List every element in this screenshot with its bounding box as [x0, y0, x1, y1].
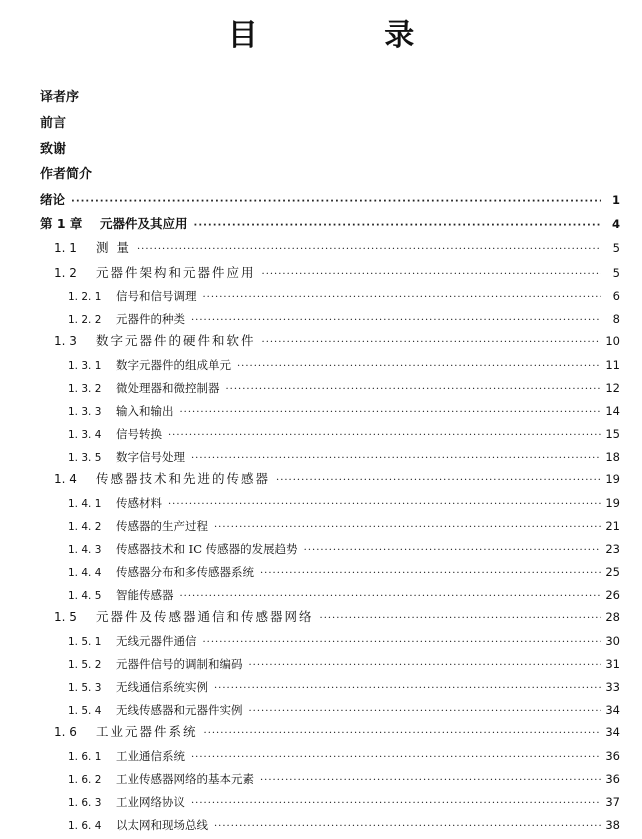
toc-entry-label: 元器件架构和元器件应用 — [96, 265, 256, 280]
toc-entry-number: 1. 4. 4 — [68, 567, 102, 579]
toc-entry-label: 传感器的生产过程 — [116, 519, 208, 533]
toc-entry-page: 33 — [605, 680, 620, 694]
toc-leader-dots — [168, 428, 601, 444]
toc-entry-number: 1. 6. 3 — [68, 797, 102, 809]
toc-leader-dots — [203, 635, 602, 651]
toc-leader-dots — [194, 218, 601, 234]
toc-entry-page: 25 — [605, 565, 620, 579]
toc-entry-page: 14 — [605, 404, 620, 418]
toc-entry-label: 传感器技术和 IC 传感器的发展趋势 — [116, 542, 298, 556]
toc-entry-label: 工业元器件系统 — [96, 724, 198, 739]
toc-entry-number: 1. 3. 1 — [68, 360, 102, 372]
toc-entry-page: 30 — [605, 634, 620, 648]
toc-front-translator-preface: 译者序 — [40, 90, 80, 105]
toc-entry-1-3-4 — [68, 426, 620, 444]
toc-entry-page: 31 — [605, 657, 620, 671]
toc-entry-label: 数字信号处理 — [116, 450, 185, 464]
toc-leader-dots — [237, 359, 601, 375]
toc-entry-number: 1. 2. 2 — [68, 314, 102, 326]
toc-entry-page: 36 — [605, 772, 620, 786]
toc-entry-page: 5 — [612, 266, 620, 280]
toc-entry-page: 21 — [605, 519, 620, 533]
toc-entry-page: 8 — [612, 312, 620, 326]
toc-entry-1-4-2 — [68, 518, 620, 536]
toc-entry-number: 1. 6. 2 — [68, 774, 102, 786]
toc-front-about-authors: 作者简介 — [40, 167, 93, 182]
toc-entry-1-6-2 — [68, 771, 620, 789]
toc-entry-1-6-3 — [68, 794, 620, 812]
toc-entry-page: 38 — [605, 818, 620, 832]
toc-entry-label: 无线元器件通信 — [116, 634, 197, 648]
toc-entry-number: 1. 4. 5 — [68, 590, 102, 602]
toc-entry-chapter-1 — [40, 216, 620, 234]
toc-entry-number: 1. 3 — [54, 334, 77, 348]
toc-entry-label: 元器件的种类 — [116, 312, 185, 326]
toc-entry-1-6-4 — [68, 817, 620, 835]
toc-entry-number: 1. 6. 1 — [68, 751, 102, 763]
toc-entry-number: 1. 3. 5 — [68, 452, 102, 464]
toc-leader-dots — [191, 796, 601, 812]
toc-entry-1-3-3 — [68, 403, 620, 421]
toc-entry-label: 元器件信号的调制和编码 — [116, 657, 243, 671]
toc-entry-label: 无线通信系统实例 — [116, 680, 208, 694]
toc-entry-page: 4 — [611, 217, 620, 231]
toc-entry-1-5-2 — [68, 656, 620, 674]
toc-entry-label: 数字元器件的硬件和软件 — [96, 333, 256, 348]
toc-entry-label: 工业传感器网络的基本元素 — [116, 772, 254, 786]
toc-entry-page: 1 — [611, 193, 620, 207]
toc-entry-label: 以太网和现场总线 — [116, 818, 208, 832]
toc-leader-dots — [180, 405, 602, 421]
toc-entry-number: 1. 1 — [54, 241, 77, 255]
toc-entry-1-5-3 — [68, 679, 620, 697]
page-title: 目 录 — [227, 18, 473, 53]
toc-leader-dots — [214, 819, 601, 835]
toc-entry-1-4-3 — [68, 541, 620, 559]
toc-entry-1-6-1 — [68, 748, 620, 766]
toc-entry-page: 11 — [605, 358, 620, 372]
toc-entry-page: 5 — [612, 241, 620, 255]
toc-entry-number: 1. 5. 1 — [68, 636, 102, 648]
toc-leader-dots — [180, 589, 602, 605]
toc-entry-page: 23 — [605, 542, 620, 556]
toc-leader-dots — [204, 726, 601, 742]
toc-entry-page: 28 — [605, 610, 620, 624]
toc-entry-page: 12 — [605, 381, 620, 395]
toc-entry-1-3 — [54, 333, 620, 351]
toc-leader-dots — [191, 750, 601, 766]
toc-leader-dots — [191, 451, 601, 467]
toc-entry-number: 第 1 章 — [40, 216, 83, 231]
toc-entry-label: 智能传感器 — [116, 588, 174, 602]
toc-entry-page: 19 — [605, 472, 620, 486]
toc-leader-dots — [214, 681, 601, 697]
toc-front-preface: 前言 — [40, 116, 67, 131]
toc-leader-dots — [262, 267, 601, 283]
toc-entry-label: 工业通信系统 — [116, 749, 185, 763]
toc-entry-1-3-5 — [68, 449, 620, 467]
toc-leader-dots — [203, 290, 602, 306]
toc-leader-dots — [249, 658, 602, 674]
toc-entry-label: 传感器分布和多传感器系统 — [116, 565, 254, 579]
toc-entry-page: 34 — [605, 703, 620, 717]
toc-entry-1-4-5 — [68, 587, 620, 605]
toc-entry-page: 18 — [605, 450, 620, 464]
toc-entry-number: 1. 2 — [54, 266, 77, 280]
toc-entry-1-3-2 — [68, 380, 620, 398]
toc-entry-1-4-4 — [68, 564, 620, 582]
toc-entry-label: 元器件及传感器通信和传感器网络 — [96, 609, 314, 624]
toc-leader-dots — [191, 313, 601, 329]
toc-entry-1-5-4 — [68, 702, 620, 720]
toc-leader-dots — [71, 194, 601, 210]
toc-entry-number: 1. 5. 2 — [68, 659, 102, 671]
toc-entry-intro — [40, 192, 620, 210]
toc-leader-dots — [168, 497, 601, 513]
toc-entry-label: 无线传感器和元器件实例 — [116, 703, 243, 717]
toc-leader-dots — [260, 566, 601, 582]
toc-entry-1-6 — [54, 724, 620, 742]
toc-entry-label: 测 量 — [96, 240, 131, 255]
toc-entry-number: 1. 6 — [54, 725, 77, 739]
toc-entry-number: 1. 4 — [54, 472, 77, 486]
toc-entry-page: 26 — [605, 588, 620, 602]
toc-entry-number: 1. 3. 2 — [68, 383, 102, 395]
toc-entry-number: 1. 4. 1 — [68, 498, 102, 510]
toc-entry-number: 1. 4. 2 — [68, 521, 102, 533]
toc-entry-number: 1. 4. 3 — [68, 544, 102, 556]
toc-entry-1-5 — [54, 609, 620, 627]
toc-entry-label: 绪论 — [40, 192, 66, 207]
toc-leader-dots — [214, 520, 601, 536]
toc-entry-label: 传感器技术和先进的传感器 — [96, 471, 271, 486]
toc-entry-label: 传感材料 — [116, 496, 162, 510]
toc-entry-label: 信号转换 — [116, 427, 162, 441]
toc-entry-1-1 — [54, 240, 620, 258]
toc-entry-label: 元器件及其应用 — [100, 216, 188, 231]
toc-entry-number: 1. 2. 1 — [68, 291, 102, 303]
toc-entry-label: 微处理器和微控制器 — [116, 381, 220, 395]
toc-entry-label: 信号和信号调理 — [116, 289, 197, 303]
toc-leader-dots — [226, 382, 602, 398]
toc-entry-number: 1. 3. 3 — [68, 406, 102, 418]
toc-leader-dots — [249, 704, 602, 720]
toc-entry-page: 34 — [605, 725, 620, 739]
toc-entry-label: 输入和输出 — [116, 404, 174, 418]
toc-leader-dots — [276, 473, 601, 489]
toc-entry-label: 工业网络协议 — [116, 795, 185, 809]
toc-entry-1-3-1 — [68, 357, 620, 375]
toc-entry-page: 19 — [605, 496, 620, 510]
toc-leader-dots — [260, 773, 601, 789]
toc-entry-number: 1. 5 — [54, 610, 77, 624]
toc-leader-dots — [262, 335, 601, 351]
toc-front-acknowledgements: 致谢 — [40, 142, 67, 157]
toc-entry-1-5-1 — [68, 633, 620, 651]
toc-entry-1-2 — [54, 265, 620, 283]
toc-entry-page: 6 — [612, 289, 620, 303]
toc-entry-1-4 — [54, 471, 620, 489]
toc-leader-dots — [304, 543, 601, 559]
toc-entry-number: 1. 6. 4 — [68, 820, 102, 832]
toc-entry-number: 1. 3. 4 — [68, 429, 102, 441]
toc-leader-dots — [320, 611, 601, 627]
toc-entry-page: 10 — [605, 334, 620, 348]
toc-entry-page: 37 — [605, 795, 620, 809]
toc-entry-1-4-1 — [68, 495, 620, 513]
toc-entry-1-2-2 — [68, 311, 620, 329]
toc-leader-dots — [137, 242, 601, 258]
toc-entry-page: 15 — [605, 427, 620, 441]
toc-entry-1-2-1 — [68, 288, 620, 306]
toc-entry-label: 数字元器件的组成单元 — [116, 358, 231, 372]
toc-entry-number: 1. 5. 3 — [68, 682, 102, 694]
toc-entry-number: 1. 5. 4 — [68, 705, 102, 717]
toc-entry-page: 36 — [605, 749, 620, 763]
